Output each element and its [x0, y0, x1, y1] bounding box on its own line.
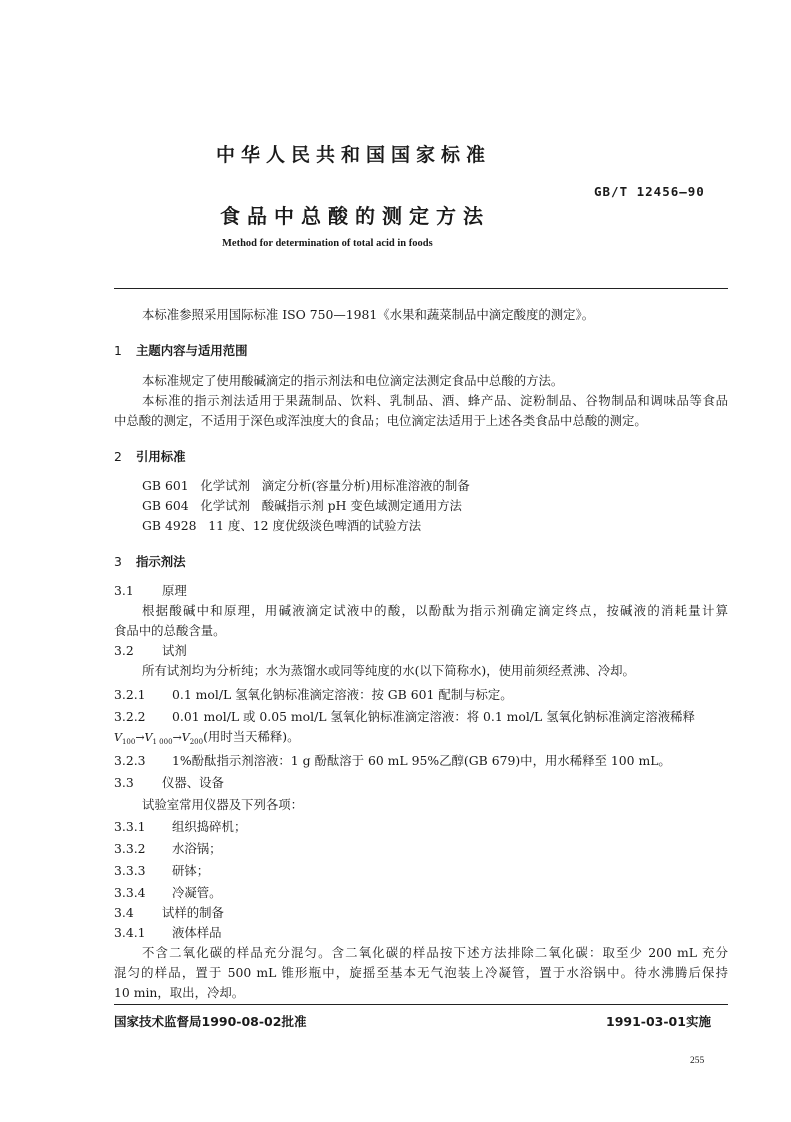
subsection-3-4: 3.4 试样的制备	[114, 905, 224, 920]
approval-date: 国家技术监督局1990-08-02批准	[114, 1014, 307, 1029]
section-3-heading	[114, 552, 186, 570]
standard-code: GB/T 12456—90	[594, 184, 705, 199]
reference-item: GB 604 化学试剂 酸碱指示剂 pH 变色域测定通用方法	[142, 498, 462, 513]
reference-item: GB 601 化学试剂 滴定分析(容量分析)用标准溶液的制备	[142, 478, 470, 493]
section-title: 指示剂法	[136, 554, 186, 569]
reference-item: GB 4928 11 度、12 度优级淡色啤酒的试验方法	[142, 518, 422, 533]
clause-3-3-1: 3.3.1 组织捣碎机；	[114, 819, 247, 834]
paragraph: 本标准的指示剂法适用于果蔬制品、饮料、乳制品、酒、蜂产品、淀粉制品、谷物制品和调味品等食品	[142, 393, 728, 408]
paragraph: 不含二氧化碳的样品充分混匀。含二氧化碳的样品按下述方法排除二氧化碳：取至少 200 mL 充分	[142, 945, 728, 960]
paragraph: 所有试剂均为分析纯；水为蒸馏水或同等纯度的水(以下简称水)，使用前须经煮沸、冷却。	[142, 663, 635, 678]
subsection-3-2: 3.2 试剂	[114, 643, 187, 658]
subsection-3-1: 3.1 原理	[114, 583, 187, 598]
paragraph: 混匀的样品，置于 500 mL 锥形瓶中，旋摇至基本无气泡装上冷凝管，置于水浴锅中。待水沸腾后保持	[114, 965, 728, 980]
effective-date: 1991-03-01实施	[606, 1014, 711, 1029]
paragraph: 试验室常用仪器及下列各项：	[142, 797, 304, 812]
clause-3-2-1: 3.2.1 0.1 mol/L 氢氧化钠标准滴定溶液：按 GB 601 配制与标定。	[114, 687, 513, 702]
paragraph: 食品中的总酸含量。	[114, 623, 226, 638]
section-1-heading	[114, 341, 248, 359]
clause-3-3-4: 3.3.4 冷凝管。	[114, 885, 222, 900]
section-2-heading	[114, 447, 186, 465]
paragraph: 本标准规定了使用酸碱滴定的指示剂法和电位滴定法测定食品中总酸的方法。	[142, 373, 564, 388]
clause-3-2-2: 3.2.2 0.01 mol/L 或 0.05 mol/L 氢氧化钠标准滴定溶液：将 0.1 mol/L 氢氧化钠标准滴定溶液稀释	[114, 709, 695, 724]
header-divider	[114, 288, 728, 289]
section-title: 主题内容与适用范围	[136, 343, 248, 358]
document-title: 食品中总酸的测定方法	[220, 204, 490, 228]
dilution-ratio: $V_{100}\to V_{1 000}\to V_{200}$(用时当天稀释)。	[114, 729, 300, 747]
clause-3-3-2: 3.3.2 水浴锅；	[114, 841, 222, 856]
clause-3-3-3: 3.3.3 研钵；	[114, 863, 210, 878]
paragraph: 根据酸碱中和原理，用碱液滴定试液中的酸，以酚酞为指示剂确定滴定终点，按碱液的消耗量计算	[142, 603, 728, 618]
org-title: 中华人民共和国国家标准	[215, 144, 491, 166]
page-number: 255	[690, 1056, 705, 1066]
section-number: 1	[114, 343, 122, 358]
paragraph: 中总酸的测定，不适用于深色或浑浊度大的食品；电位滴定法适用于上述各类食品中总酸的测定。	[114, 413, 647, 428]
section-title: 引用标准	[136, 449, 186, 464]
section-number: 2	[114, 449, 122, 464]
english-title: Method for determination of total acid in foods	[222, 238, 433, 249]
section-number: 3	[114, 554, 122, 569]
subsection-3-3: 3.3 仪器、设备	[114, 775, 224, 790]
footer-divider	[114, 1004, 728, 1005]
clause-3-2-3: 3.2.3 1%酚酞指示剂溶液：1 g 酚酞溶于 60 mL 95%乙醇(GB 679)中，用水稀释至 100 mL。	[114, 753, 671, 768]
paragraph: 10 min，取出，冷却。	[114, 985, 245, 1000]
intro-text: 本标准参照采用国际标准 ISO 750—1981《水果和蔬菜制品中滴定酸度的测定》。	[142, 307, 595, 322]
clause-3-4-1: 3.4.1 液体样品	[114, 925, 222, 940]
